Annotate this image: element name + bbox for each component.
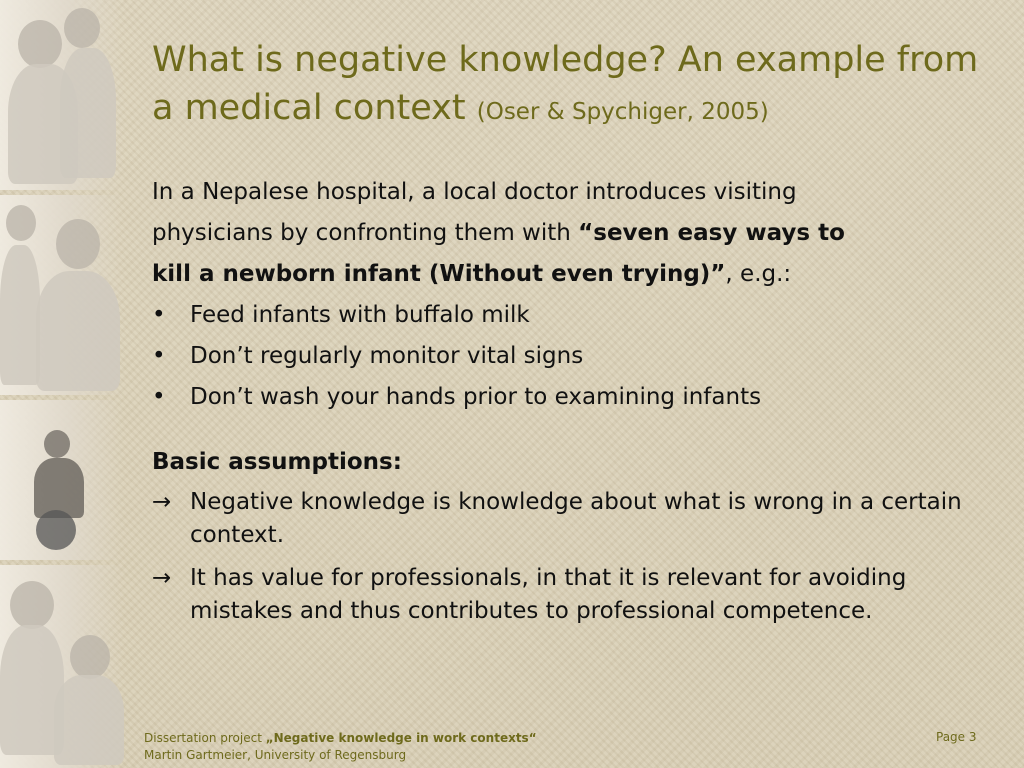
intro-line-1: In a Nepalese hospital, a local doctor introduces visiting bbox=[152, 179, 797, 205]
assumption-text: It has value for professionals, in that it is relevant for avoiding mistakes and thus contributes to professional competence. bbox=[190, 565, 907, 624]
photo-elderly-man-nurse bbox=[0, 0, 124, 190]
footer-author: Martin Gartmeier, University of Regensburg bbox=[144, 748, 407, 762]
bullet-text: Feed infants with buffalo milk bbox=[190, 302, 530, 328]
slide-title-main: What is negative knowledge? An example from a medical context bbox=[152, 40, 979, 128]
bullet-icon: • bbox=[152, 343, 166, 369]
intro-line-2-plain: physicians by confronting them with bbox=[152, 220, 579, 246]
bullet-text: Don’t wash your hands prior to examining infants bbox=[190, 384, 762, 410]
photo-nurse-patient bbox=[0, 565, 124, 768]
slide-body bbox=[152, 172, 1002, 628]
assumptions-heading: Basic assumptions: bbox=[152, 449, 402, 475]
footer-prefix: Dissertation project bbox=[144, 731, 266, 745]
footer-project-line bbox=[144, 730, 537, 747]
bullet-icon: • bbox=[152, 384, 166, 410]
photo-elderly-woman bbox=[0, 195, 124, 395]
arrow-right-icon: → bbox=[152, 565, 172, 591]
intro-line-3 bbox=[152, 254, 1002, 295]
bullet-item bbox=[152, 336, 1002, 377]
footer-project-title: „Negative knowledge in work contexts“ bbox=[265, 731, 537, 745]
intro-line-2-bold: “seven easy ways to bbox=[578, 220, 845, 246]
assumption-item bbox=[152, 486, 1002, 552]
intro-line-2 bbox=[152, 213, 1002, 254]
assumption-item bbox=[152, 562, 1002, 628]
intro-line-3-plain: , e.g.: bbox=[725, 261, 792, 287]
slide-title-citation: (Oser & Spychiger, 2005) bbox=[476, 99, 769, 125]
photo-strip bbox=[0, 0, 124, 768]
bullet-item bbox=[152, 377, 1002, 418]
arrow-right-icon: → bbox=[152, 489, 172, 515]
intro-line-3-bold: kill a newborn infant (Without even trying)” bbox=[152, 261, 726, 287]
bullet-item bbox=[152, 295, 1002, 336]
assumption-text: Negative knowledge is knowledge about what is wrong in a certain context. bbox=[190, 489, 962, 548]
slide-title bbox=[152, 36, 1002, 136]
footer-credits bbox=[144, 730, 537, 764]
photo-hospital-corridor-wheelchair bbox=[0, 400, 124, 560]
page-number: Page 3 bbox=[936, 730, 977, 744]
bullet-text: Don’t regularly monitor vital signs bbox=[190, 343, 584, 369]
bullet-icon: • bbox=[152, 302, 166, 328]
